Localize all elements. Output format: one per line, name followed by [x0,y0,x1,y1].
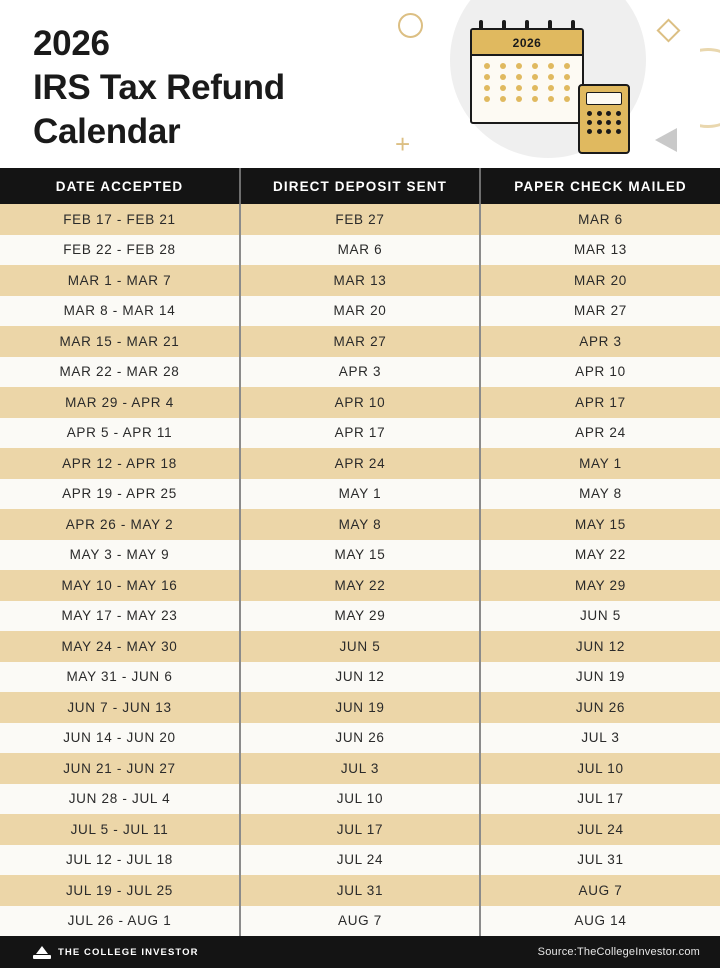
table-cell: JUL 31 [240,875,480,906]
table-cell: APR 17 [240,418,480,449]
table-cell: MAY 31 - JUN 6 [0,662,240,693]
table-cell: MAY 3 - MAY 9 [0,540,240,571]
table-row [0,814,720,845]
calendar-icon-year: 2026 [472,30,582,56]
table-cell: MAY 17 - MAY 23 [0,601,240,632]
table-row [0,448,720,479]
table-cell: JUN 12 [480,631,720,662]
table-row [0,570,720,601]
table-row [0,296,720,327]
table-cell: MAY 8 [480,479,720,510]
table-cell: MAR 13 [480,235,720,266]
table-cell: MAR 27 [240,326,480,357]
table-row [0,875,720,906]
table-cell: MAR 8 - MAR 14 [0,296,240,327]
table-cell: APR 5 - APR 11 [0,418,240,449]
column-header-direct-deposit-sent: DIRECT DEPOSIT SENT [240,168,480,204]
table-cell: JUN 5 [480,601,720,632]
source-credit: Source:TheCollegeInvestor.com [537,946,700,958]
table-cell: MAR 20 [240,296,480,327]
table-row [0,601,720,632]
decorative-ring-icon [398,13,423,38]
decorative-diamond-icon [656,18,680,42]
table-cell: MAY 29 [240,601,480,632]
calculator-icon [578,84,630,154]
table-cell: JUL 31 [480,845,720,876]
decorative-plus-icon: + [395,129,411,159]
table-cell: JUL 12 - JUL 18 [0,845,240,876]
table-cell: MAY 10 - MAY 16 [0,570,240,601]
table-cell: JUN 19 [240,692,480,723]
table-cell: APR 17 [480,387,720,418]
column-header-paper-check-mailed: PAPER CHECK MAILED [480,168,720,204]
table-row [0,326,720,357]
header [0,0,720,168]
table-cell: JUL 10 [480,753,720,784]
table-cell: MAY 29 [480,570,720,601]
brand-logo [33,936,199,968]
table-cell: JUN 7 - JUN 13 [0,692,240,723]
table-row [0,540,720,571]
table-cell: FEB 27 [240,204,480,235]
table-cell: APR 3 [240,357,480,388]
table-cell: MAR 29 - APR 4 [0,387,240,418]
decorative-triangle-icon [655,128,677,152]
table-cell: MAY 22 [480,540,720,571]
table-cell: JUL 24 [480,814,720,845]
calendar-icon [470,28,584,124]
table-cell: APR 24 [240,448,480,479]
table-cell: APR 10 [480,357,720,388]
table-cell: JUN 14 - JUN 20 [0,723,240,754]
table-cell: JUN 5 [240,631,480,662]
table-row [0,479,720,510]
table-cell: APR 26 - MAY 2 [0,509,240,540]
column-header-date-accepted: DATE ACCEPTED [0,168,240,204]
table-row [0,845,720,876]
table-cell: APR 24 [480,418,720,449]
table-row [0,753,720,784]
table-cell: JUN 26 [240,723,480,754]
table-cell: MAY 1 [480,448,720,479]
table-cell: MAR 20 [480,265,720,296]
table-row [0,265,720,296]
table-row [0,631,720,662]
page-title-line-2: IRS Tax Refund [33,68,285,107]
table-cell: MAY 8 [240,509,480,540]
calculator-screen [586,92,622,105]
table-row [0,204,720,235]
calendar-icon-dots [472,56,582,102]
table-cell: MAY 15 [240,540,480,571]
table-cell: MAR 22 - MAR 28 [0,357,240,388]
table-cell: MAY 24 - MAY 30 [0,631,240,662]
table-row [0,418,720,449]
table-cell: JUL 5 - JUL 11 [0,814,240,845]
table-cell: MAR 1 - MAR 7 [0,265,240,296]
table-cell: AUG 14 [480,906,720,937]
table-row [0,509,720,540]
table-cell: APR 19 - APR 25 [0,479,240,510]
table-cell: FEB 22 - FEB 28 [0,235,240,266]
graduation-cap-icon [33,946,51,959]
table-cell: JUL 3 [480,723,720,754]
table-cell: JUL 10 [240,784,480,815]
table-cell: JUL 17 [480,784,720,815]
table-cell: JUN 12 [240,662,480,693]
table-cell: JUN 19 [480,662,720,693]
table-row [0,692,720,723]
table-cell: MAR 6 [240,235,480,266]
page-title-line-1: 2026 [33,24,110,63]
table-cell: JUL 17 [240,814,480,845]
decorative-arc-icon [668,48,720,128]
table-row [0,235,720,266]
table-cell: JUN 28 - JUL 4 [0,784,240,815]
table-row [0,906,720,937]
footer [0,936,720,968]
table-cell: FEB 17 - FEB 21 [0,204,240,235]
table-cell: MAY 22 [240,570,480,601]
refund-schedule-table [0,168,720,936]
table-cell: MAR 27 [480,296,720,327]
table-cell: APR 3 [480,326,720,357]
table-cell: JUL 24 [240,845,480,876]
table-row [0,784,720,815]
table-cell: MAR 15 - MAR 21 [0,326,240,357]
table-row [0,357,720,388]
page-title [33,22,285,154]
table-row [0,662,720,693]
table-cell: JUL 19 - JUL 25 [0,875,240,906]
page-title-line-3: Calendar [33,112,181,151]
table-cell: JUL 26 - AUG 1 [0,906,240,937]
table-cell: JUL 3 [240,753,480,784]
table-cell: APR 12 - APR 18 [0,448,240,479]
table-row [0,387,720,418]
table-cell: MAY 1 [240,479,480,510]
table-header [0,168,720,204]
table-header-row [0,168,720,204]
table-cell: AUG 7 [480,875,720,906]
brand-name: THE COLLEGE INVESTOR [58,946,199,958]
table-cell: APR 10 [240,387,480,418]
table-cell: MAR 13 [240,265,480,296]
table-cell: JUN 21 - JUN 27 [0,753,240,784]
table-cell: JUN 26 [480,692,720,723]
table-cell: MAY 15 [480,509,720,540]
table-cell: AUG 7 [240,906,480,937]
calculator-keys [586,111,622,134]
table-cell: MAR 6 [480,204,720,235]
table-body [0,204,720,936]
table-row [0,723,720,754]
